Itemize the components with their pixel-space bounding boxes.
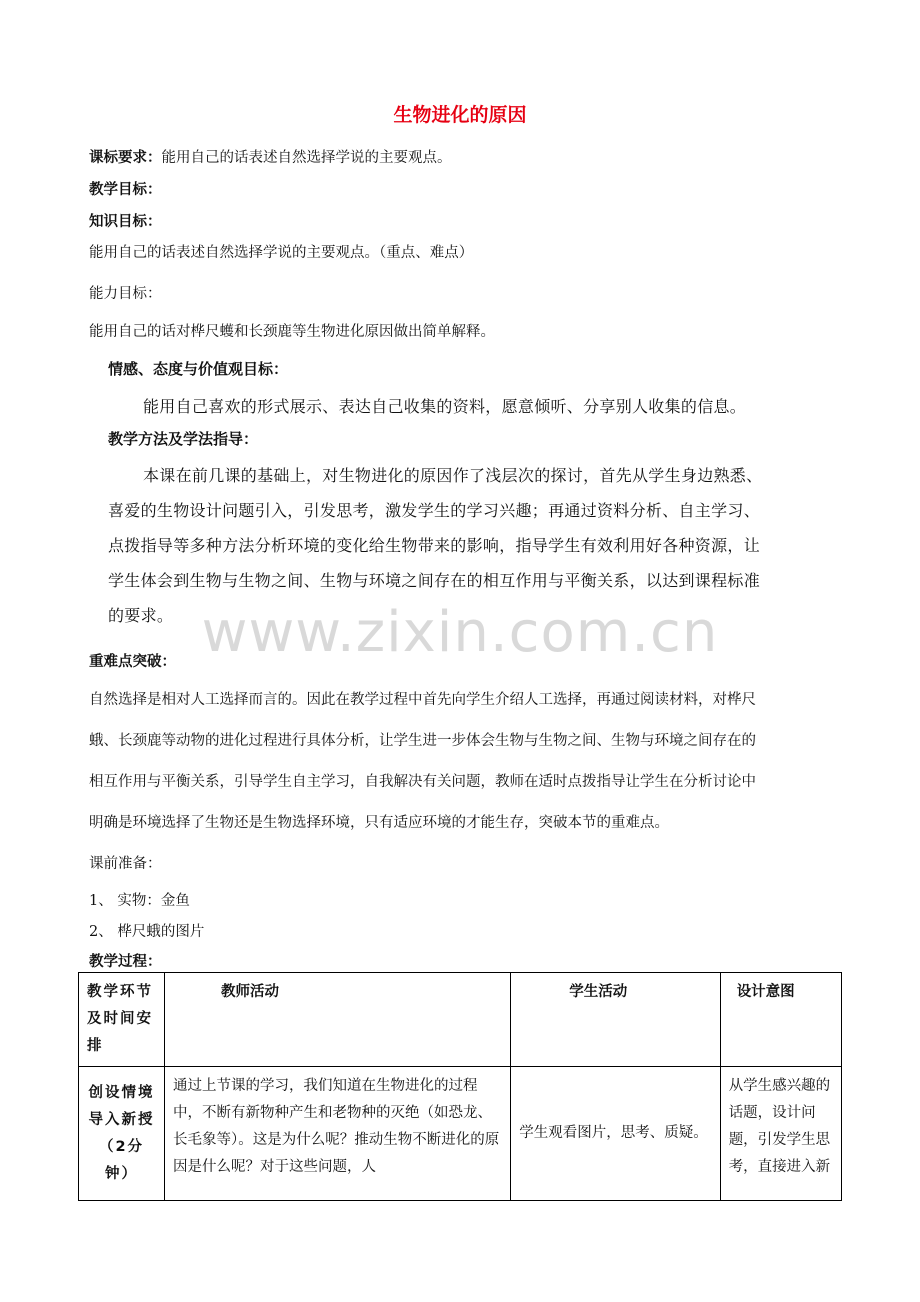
key-points-line: 明确是环境选择了生物还是生物选择环境，只有适应环境的才能生存，突破本节的重难点。	[89, 815, 669, 831]
watermark: www.zixin.com.cn	[201, 600, 719, 665]
header-stage: 教学环节及时间安排	[79, 973, 165, 1067]
table-header-row	[79, 973, 842, 1067]
stage-cell: 创设情境导入新授（2分钟）	[79, 1067, 165, 1201]
header-intent: 设计意图	[720, 973, 841, 1067]
knowledge-goal-text: 能用自己的话表述自然选择学说的主要观点。（重点、难点）	[89, 245, 474, 261]
table-row	[79, 1067, 842, 1201]
curriculum-requirement	[89, 146, 452, 167]
document-title: 生物进化的原因	[393, 104, 527, 126]
ability-goal-text: 能用自己的话对桦尺蠖和长颈鹿等生物进化原因做出简单解释。	[89, 324, 495, 340]
key-points-line: 蛾、长颈鹿等动物的进化过程进行具体分析，让学生进一步体会生物与生物之间、生物与环境之间存在的	[89, 733, 756, 749]
method-line: 的要求。	[108, 606, 174, 625]
prep-label: 课前准备：	[89, 856, 162, 872]
process-label: 教学过程：	[89, 954, 162, 970]
curriculum-label: 课标要求：	[89, 150, 162, 166]
student-activity-cell: 学生观看图片，思考、质疑。	[511, 1067, 720, 1201]
teaching-process-table	[78, 972, 842, 1201]
header-student: 学生活动	[511, 973, 720, 1067]
ability-goal-label: 能力目标：	[89, 286, 162, 302]
teaching-goals-label: 教学目标：	[89, 182, 162, 198]
header-teacher: 教师活动	[165, 973, 511, 1067]
knowledge-goal-label: 知识目标：	[89, 214, 162, 230]
method-line: 学生体会到生物与生物之间、生物与环境之间存在的相互作用与平衡关系，以达到课程标准	[108, 571, 761, 590]
prep-item: 1、 实物：金鱼	[89, 893, 190, 909]
prep-item: 2、 桦尺蛾的图片	[89, 924, 205, 940]
method-line: 喜爱的生物设计问题引入，引发思考，激发学生的学习兴趣；再通过资料分析、自主学习、	[108, 501, 761, 520]
curriculum-text: 能用自己的话表述自然选择学说的主要观点。	[161, 150, 452, 166]
emotion-goal-text: 能用自己喜欢的形式展示、表达自己收集的资料，愿意倾听、分享别人收集的信息。	[143, 397, 747, 416]
teacher-activity-cell: 通过上节课的学习，我们知道在生物进化的过程中，不断有新物种产生和老物种的灭绝（如恐龙、长毛象等）。这是为什么呢？推动生物不断进化的原因是什么呢？对于这些问题，人	[165, 1067, 511, 1201]
design-intent-cell: 从学生感兴趣的话题，设计问题，引发学生思考，直接进入新	[720, 1067, 841, 1201]
method-label: 教学方法及学法指导：	[108, 430, 259, 448]
key-points-label: 重难点突破：	[89, 654, 176, 670]
emotion-goal-label: 情感、态度与价值观目标：	[108, 360, 289, 378]
key-points-line: 自然选择是相对人工选择而言的。因此在教学过程中首先向学生介绍人工选择，再通过阅读材料，对桦尺	[89, 692, 756, 708]
method-line: 本课在前几课的基础上，对生物进化的原因作了浅层次的探讨，首先从学生身边熟悉、	[143, 466, 763, 485]
key-points-line: 相互作用与平衡关系，引导学生自主学习，自我解决有关问题，教师在适时点拨指导让学生在分析讨论中	[89, 774, 756, 790]
method-line: 点拨指导等多种方法分析环境的变化给生物带来的影响，指导学生有效利用好各种资源，让	[108, 536, 761, 555]
